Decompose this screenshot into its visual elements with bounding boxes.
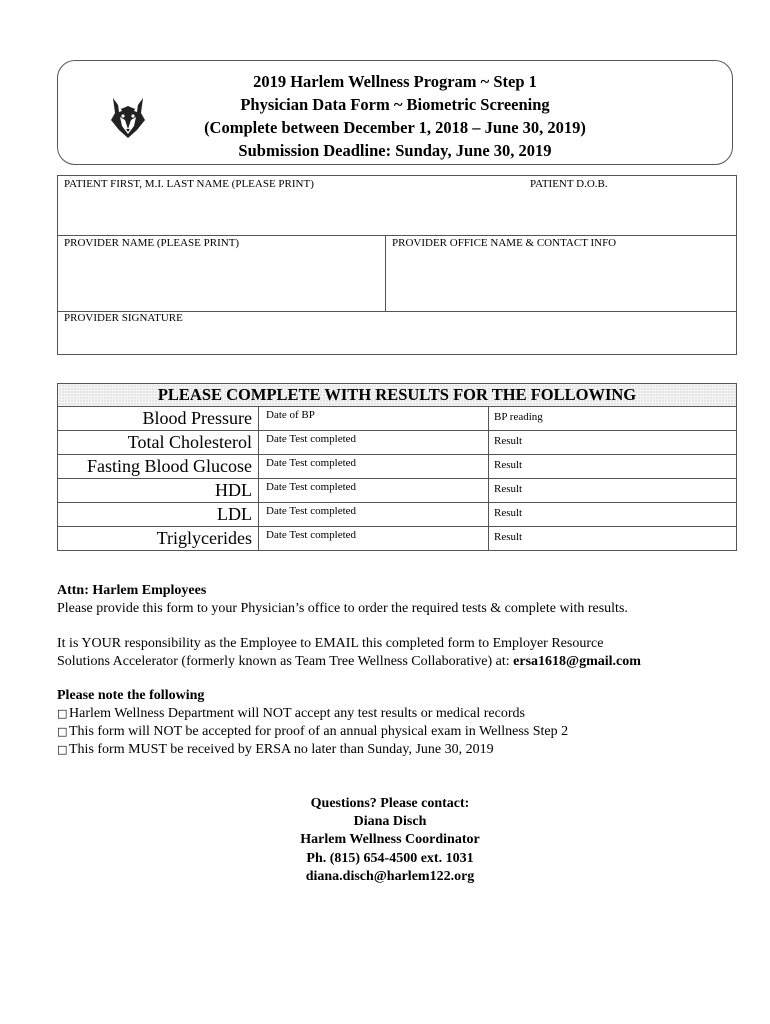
date-field[interactable]: Date Test completed [259,455,489,479]
provider-name-label: PROVIDER NAME (PLEASE PRINT) [64,237,240,249]
result-field[interactable]: Result [489,455,737,479]
result-field[interactable]: Result [489,503,737,527]
title-line-1: 2019 Harlem Wellness Program ~ Step 1 [253,72,537,91]
patient-name-label: PATIENT FIRST, M.I. LAST NAME (PLEASE PRINT) [64,178,314,190]
form-title [130,70,660,162]
result-field[interactable]: Result [489,527,737,551]
contact-name: Diana Disch [353,814,427,830]
test-name: Total Cholesterol [58,431,259,455]
contact-email-link[interactable]: diana.disch@harlem122.org [305,868,475,884]
divider [385,235,386,311]
title-line-4: Submission Deadline: Sunday, June 30, 2019 [238,141,552,160]
responsibility-text-2: Solutions Accelerator (formerly known as Team Tree Wellness Collaborative) at: ersa1618@gmail.com [57,654,641,669]
provider-office-label: PROVIDER OFFICE NAME & CONTACT INFO [392,237,617,249]
title-line-2: Physician Data Form ~ Biometric Screening [240,95,550,114]
list-item: □ This form will NOT be accepted for proof of an annual physical exam in Wellness Step 2 [57,724,569,739]
result-field[interactable]: Result [489,479,737,503]
provider-signature-label: PROVIDER SIGNATURE [64,312,183,324]
date-field[interactable]: Date of BP [259,407,489,431]
checkbox-icon: □ [57,707,68,720]
results-table [57,383,737,551]
table-row [58,431,737,455]
date-field[interactable]: Date Test completed [259,527,489,551]
attn-heading: Attn: Harlem Employees [57,583,207,598]
table-row [58,479,737,503]
checkbox-icon: □ [57,743,68,756]
list-item: □ Harlem Wellness Department will NOT accept any test results or medical records [57,706,525,721]
responsibility-text-1: It is YOUR responsibility as the Employee to EMAIL this completed form to Employer Resource [57,636,604,651]
list-item: □ This form MUST be received by ERSA no later than Sunday, June 30, 2019 [57,742,494,757]
provide-text: Please provide this form to your Physician’s office to order the required tests & complete with results. [57,601,628,616]
checkbox-icon: □ [57,725,68,738]
table-row [58,503,737,527]
test-name: HDL [58,479,259,503]
title-line-3: (Complete between December 1, 2018 – June 30, 2019) [204,118,586,137]
test-name: Blood Pressure [58,407,259,431]
results-heading: PLEASE COMPLETE WITH RESULTS FOR THE FOLLOWING [58,384,737,407]
contact-phone: Ph. (815) 654-4500 ext. 1031 [306,850,474,866]
test-name: LDL [58,503,259,527]
test-name: Fasting Blood Glucose [58,455,259,479]
table-row [58,455,737,479]
patient-provider-info [57,175,737,355]
table-row [58,407,737,431]
instructions [57,582,747,759]
contact-block [200,795,580,886]
contact-title: Harlem Wellness Coordinator [300,832,480,848]
divider [58,235,736,236]
date-field[interactable]: Date Test completed [259,479,489,503]
table-row [58,527,737,551]
patient-dob-label: PATIENT D.O.B. [530,178,608,190]
test-name: Triglycerides [58,527,259,551]
result-field[interactable]: Result [489,431,737,455]
date-field[interactable]: Date Test completed [259,431,489,455]
note-heading: Please note the following [57,688,205,703]
ersa-email-link[interactable]: ersa1618@gmail.com [513,654,641,669]
contact-heading: Questions? Please contact: [310,796,470,811]
result-field[interactable]: BP reading [489,407,737,431]
date-field[interactable]: Date Test completed [259,503,489,527]
